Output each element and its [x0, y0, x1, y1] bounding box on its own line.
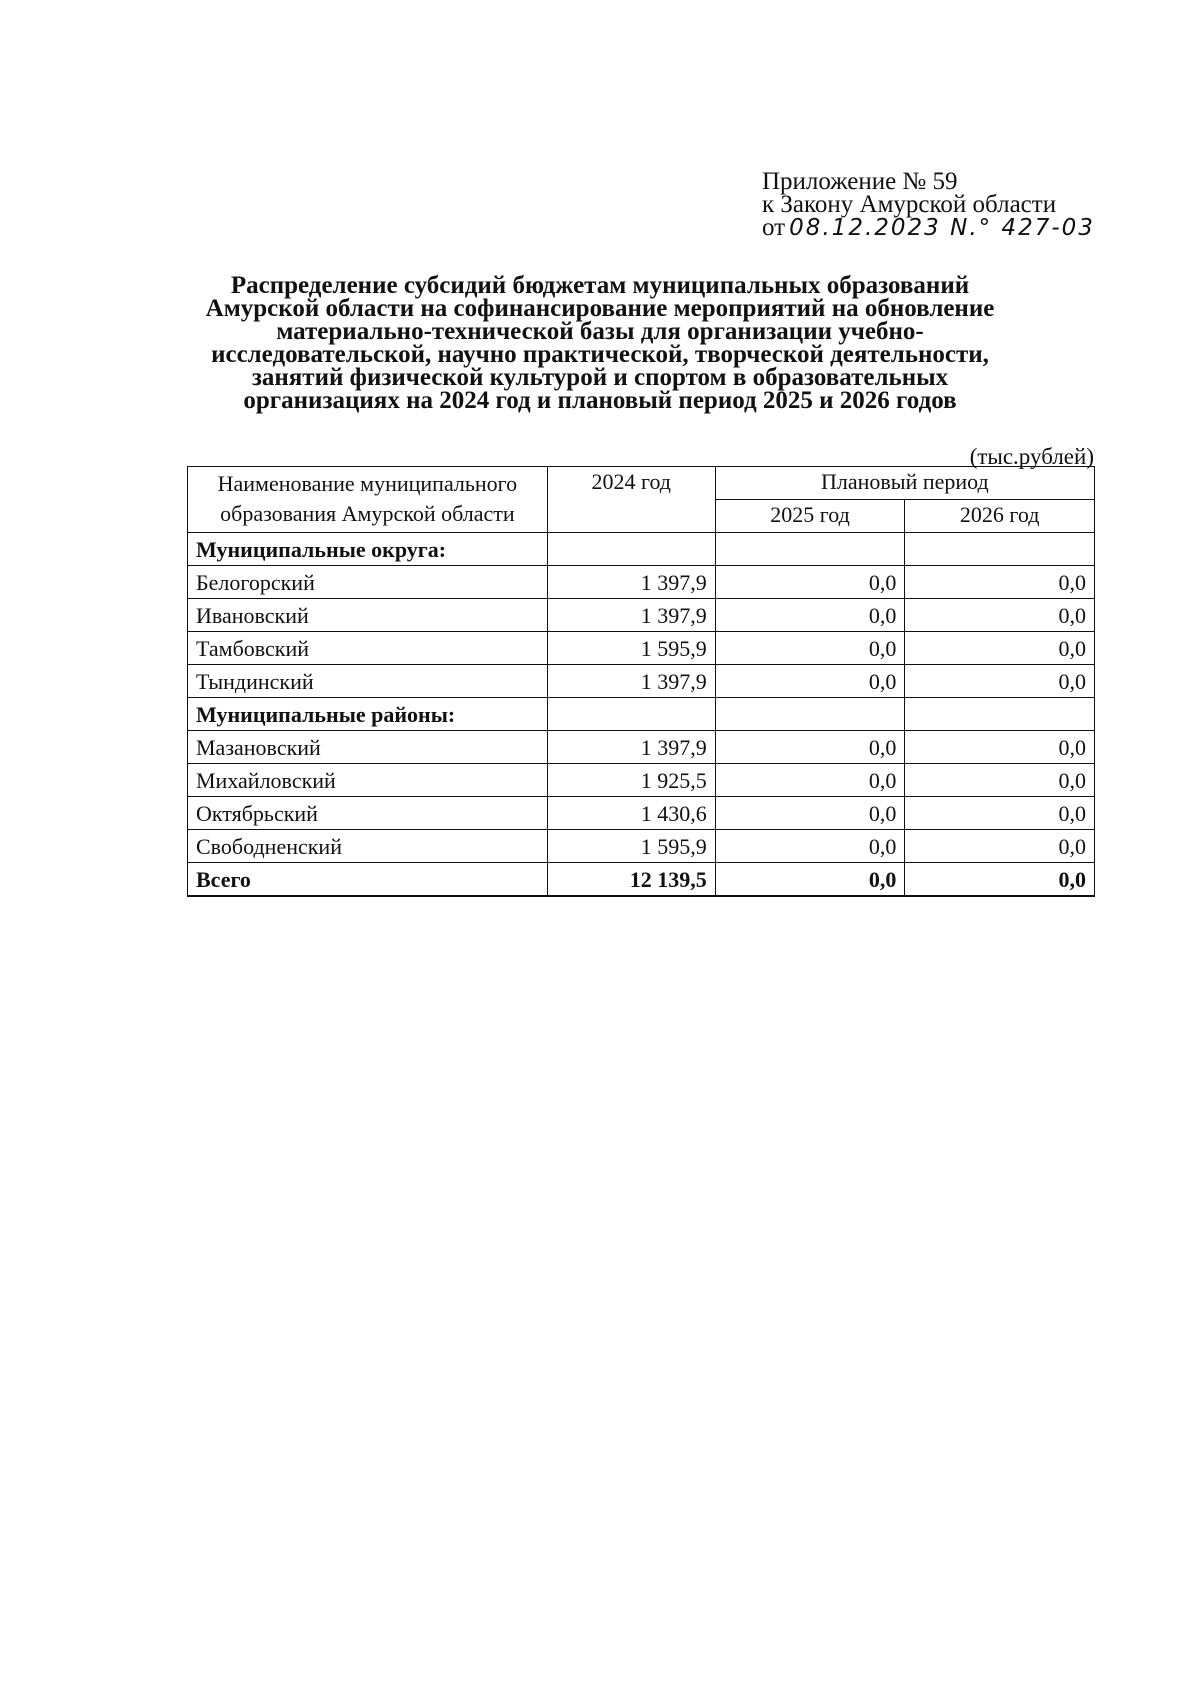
- row-2026: 0,0: [905, 731, 1095, 764]
- total-row: [188, 863, 1095, 897]
- row-2025: 0,0: [715, 830, 905, 863]
- annex-number: Приложение № 59: [762, 168, 958, 195]
- row-name: Михайловский: [188, 764, 548, 797]
- row-2026: 0,0: [905, 830, 1095, 863]
- row-2026: 0,0: [905, 632, 1095, 665]
- document-title: [180, 274, 1020, 412]
- table-row: [188, 632, 1095, 665]
- row-2025: 0,0: [715, 665, 905, 698]
- annex-reference: [762, 170, 1162, 240]
- row-2024: 1 925,5: [547, 764, 715, 797]
- row-2025: 0,0: [715, 797, 905, 830]
- table-row: [188, 731, 1095, 764]
- row-2024: 1 595,9: [547, 830, 715, 863]
- table-row: [188, 665, 1095, 698]
- header-2026: 2026 год: [905, 500, 1095, 533]
- header-2024: 2024 год: [547, 467, 715, 533]
- row-name: Мазановский: [188, 731, 548, 764]
- row-2025: 0,0: [715, 566, 905, 599]
- handwritten-date-number: 08.12.2023 N.° 427-03: [789, 215, 1095, 241]
- row-2024: 1 397,9: [547, 731, 715, 764]
- table-row: [188, 764, 1095, 797]
- row-2024: 1 397,9: [547, 599, 715, 632]
- row-2026: 0,0: [905, 665, 1095, 698]
- title-line: Амурской области на софинансирование мероприятий на обновление: [205, 295, 995, 322]
- section-row: [188, 698, 1095, 731]
- total-2024: 12 139,5: [547, 863, 715, 897]
- title-line: Распределение субсидий бюджетам муниципальных образований: [230, 272, 970, 299]
- header-name: Наименование муниципального образования Амурской области: [188, 467, 548, 533]
- table-row: [188, 599, 1095, 632]
- title-line: занятий физической культурой и спортом в образовательных: [251, 364, 949, 391]
- row-2026: 0,0: [905, 566, 1095, 599]
- title-line: материально-технической базы для организации учебно-: [276, 318, 924, 345]
- row-name: Тындинский: [188, 665, 548, 698]
- title-line: исследовательской, научно практической, творческой деятельности,: [211, 341, 989, 368]
- row-2026: 0,0: [905, 797, 1095, 830]
- section-label: Муниципальные округа:: [188, 533, 548, 566]
- units-label: (тыс.рублей): [969, 444, 1094, 469]
- row-name: Ивановский: [188, 599, 548, 632]
- total-label: Всего: [188, 863, 548, 897]
- row-2024: 1 595,9: [547, 632, 715, 665]
- header-2025: 2025 год: [715, 500, 905, 533]
- section-row: [188, 533, 1095, 566]
- row-2025: 0,0: [715, 731, 905, 764]
- header-planned-period: Плановый период: [715, 467, 1094, 500]
- row-2025: 0,0: [715, 599, 905, 632]
- row-2024: 1 430,6: [547, 797, 715, 830]
- table-row: [188, 797, 1095, 830]
- row-2024: 1 397,9: [547, 566, 715, 599]
- row-name: Свободненский: [188, 830, 548, 863]
- table-row: [188, 830, 1095, 863]
- total-2025: 0,0: [715, 863, 905, 897]
- annex-date-line: [762, 216, 1162, 240]
- section-label: Муниципальные районы:: [188, 698, 548, 731]
- annex-date-prefix: от: [762, 214, 786, 241]
- row-2025: 0,0: [715, 632, 905, 665]
- row-name: Белогорский: [188, 566, 548, 599]
- table-row: [188, 566, 1095, 599]
- row-2026: 0,0: [905, 599, 1095, 632]
- table-header-row: [188, 467, 1095, 500]
- row-2026: 0,0: [905, 764, 1095, 797]
- title-line: организациях на 2024 год и плановый период 2025 и 2026 годов: [243, 387, 957, 414]
- row-2025: 0,0: [715, 764, 905, 797]
- subsidy-table: [187, 466, 1095, 897]
- row-2024: 1 397,9: [547, 665, 715, 698]
- total-2026: 0,0: [905, 863, 1095, 897]
- annex-law: к Закону Амурской области: [762, 191, 1057, 218]
- row-name: Тамбовский: [188, 632, 548, 665]
- row-name: Октябрьский: [188, 797, 548, 830]
